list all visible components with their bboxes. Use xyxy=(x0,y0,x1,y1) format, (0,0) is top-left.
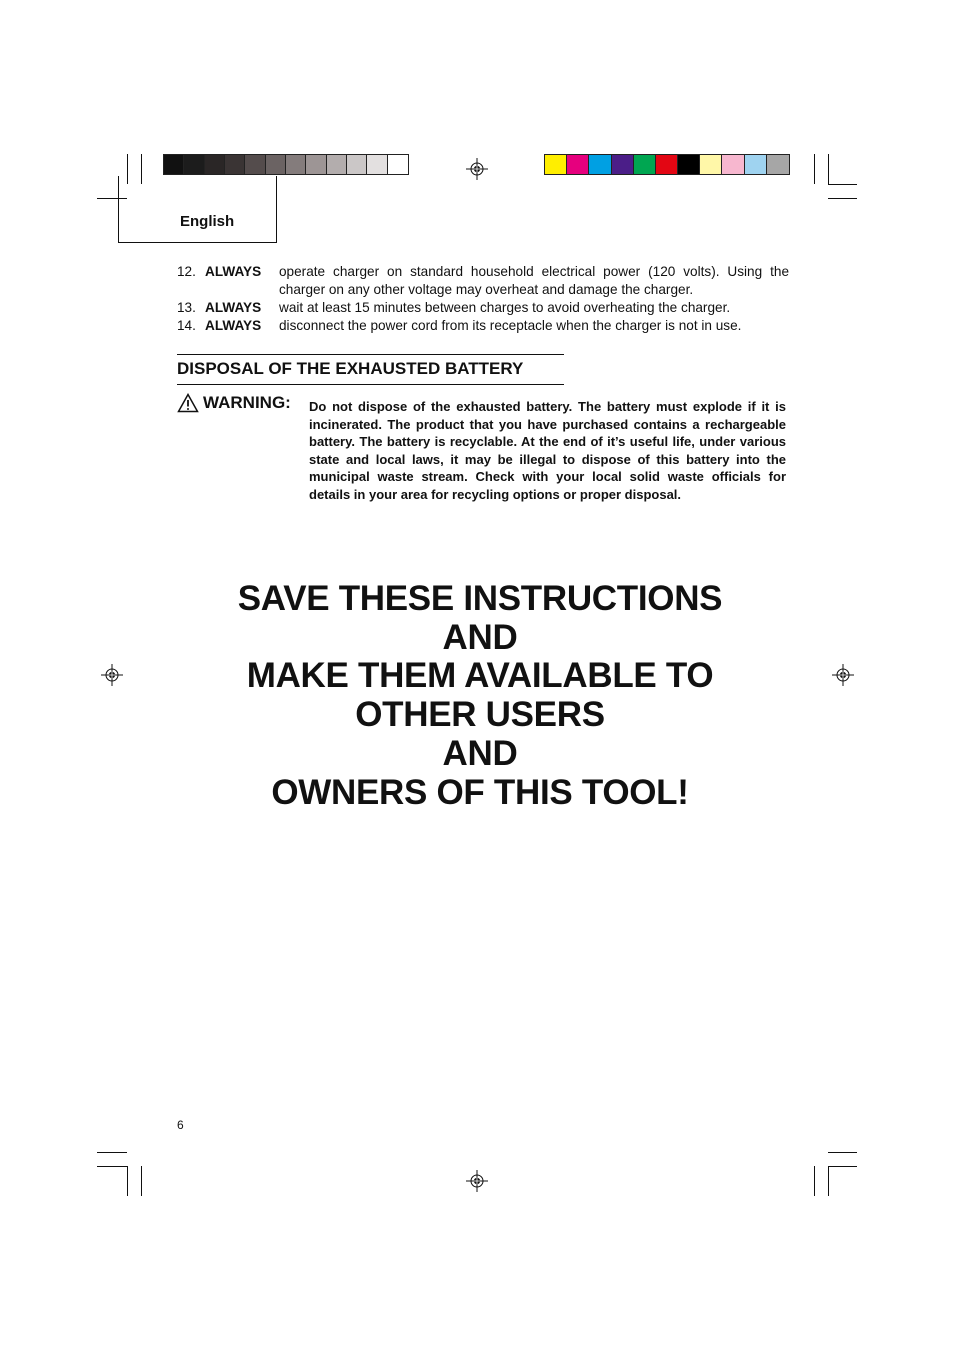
notice-line: AND xyxy=(442,733,518,773)
color-swatch xyxy=(327,155,347,174)
registration-mark-icon xyxy=(466,158,488,180)
notice-line: SAVE THESE INSTRUCTIONS xyxy=(237,579,723,618)
rule-keyword: ALWAYS xyxy=(205,300,262,315)
color-swatch xyxy=(306,155,326,174)
color-swatch xyxy=(678,155,700,174)
rule-number: 14. xyxy=(177,318,196,333)
color-swatch xyxy=(164,155,184,174)
section-title: DISPOSAL OF THE EXHAUSTED BATTERY xyxy=(177,354,564,385)
crop-mark xyxy=(828,1166,857,1167)
crop-mark xyxy=(814,154,815,184)
notice-line: OWNERS OF THIS TOOL! xyxy=(271,772,689,812)
registration-mark-icon xyxy=(101,664,123,686)
color-calibration-bar xyxy=(544,154,790,175)
rule-text: operate charger on standard household electrical power (120 volts). Using the charger on any other voltage may overheat and damage the charger. xyxy=(279,264,789,297)
color-swatch xyxy=(767,155,789,174)
color-swatch xyxy=(184,155,204,174)
rule-keyword: ALWAYS xyxy=(205,318,262,333)
rule-text: disconnect the power cord from its receptacle when the charger is not in use. xyxy=(279,318,742,333)
rule-keyword: ALWAYS xyxy=(205,264,262,279)
color-swatch xyxy=(612,155,634,174)
color-swatch xyxy=(722,155,744,174)
notice-line: AND xyxy=(442,617,518,657)
save-instructions-notice xyxy=(180,580,780,812)
list-item xyxy=(177,299,789,317)
grayscale-calibration-bar xyxy=(163,154,409,175)
crop-mark xyxy=(97,1152,127,1153)
color-swatch xyxy=(225,155,245,174)
notice-line: OTHER USERS xyxy=(355,695,605,735)
warning-label-text: WARNING: xyxy=(203,393,291,412)
color-swatch xyxy=(266,155,286,174)
color-swatch xyxy=(286,155,306,174)
crop-mark xyxy=(141,1166,142,1196)
color-swatch xyxy=(367,155,387,174)
crop-mark xyxy=(828,184,857,185)
color-swatch xyxy=(567,155,589,174)
language-tab-frame xyxy=(118,176,277,243)
color-swatch xyxy=(245,155,265,174)
warning-label xyxy=(177,393,291,413)
crop-mark xyxy=(828,154,829,184)
color-swatch xyxy=(745,155,767,174)
safety-rules-list xyxy=(177,263,789,335)
color-swatch xyxy=(656,155,678,174)
warning-triangle-icon xyxy=(177,393,199,413)
crop-mark xyxy=(127,1166,128,1196)
page-number: 6 xyxy=(177,1118,184,1132)
crop-mark xyxy=(828,1152,857,1153)
crop-mark xyxy=(828,1166,829,1196)
warning-text: Do not dispose of the exhausted battery. The battery must explode if it is incinerated. The product that you have purchased contains a rechargeable battery. The battery is recyclable. At the end of it’s useful life, under various state and local laws, it may be illegal to dispose of this battery into the municipal waste stream. Check with your local solid waste officials for details in your area for recycling options or proper disposal. xyxy=(309,399,786,502)
color-swatch xyxy=(347,155,367,174)
language-label: English xyxy=(180,213,235,230)
color-swatch xyxy=(589,155,611,174)
color-swatch xyxy=(700,155,722,174)
registration-mark-icon xyxy=(466,1170,488,1192)
crop-mark xyxy=(828,198,857,199)
color-swatch xyxy=(545,155,567,174)
rule-number: 13. xyxy=(177,300,196,315)
color-swatch xyxy=(388,155,408,174)
list-item xyxy=(177,263,789,299)
color-swatch xyxy=(634,155,656,174)
rule-number: 12. xyxy=(177,264,196,279)
crop-mark xyxy=(97,1166,127,1167)
registration-mark-icon xyxy=(832,664,854,686)
crop-mark xyxy=(814,1166,815,1196)
rule-text: wait at least 15 minutes between charges to avoid overheating the charger. xyxy=(279,300,731,315)
color-swatch xyxy=(205,155,225,174)
notice-line: MAKE THEM AVAILABLE TO xyxy=(246,656,714,696)
list-item xyxy=(177,317,789,335)
